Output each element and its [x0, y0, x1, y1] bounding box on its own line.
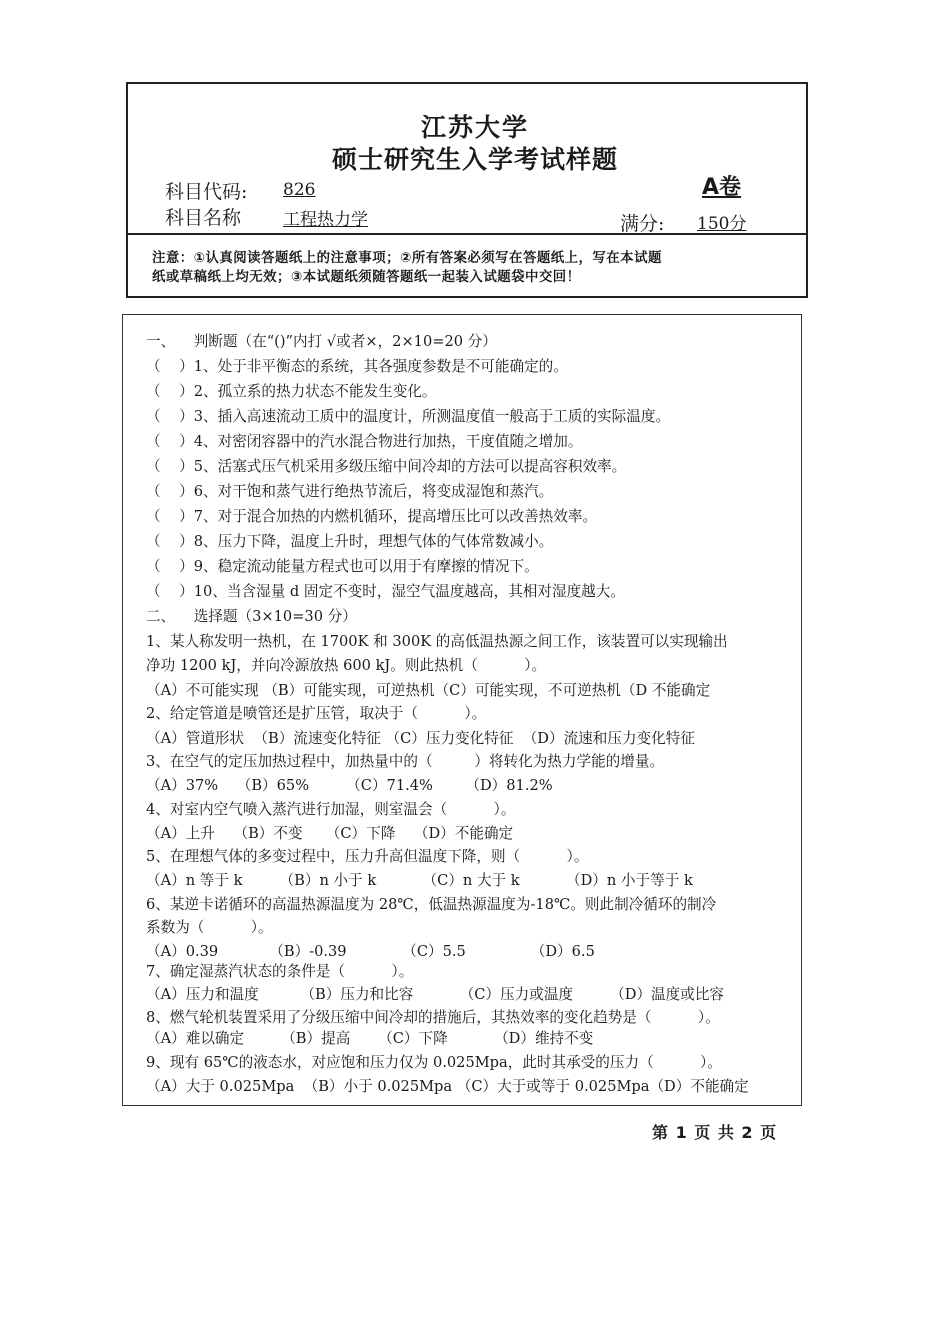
question-line: 1、某人称发明一热机，在 1700K 和 300K 的高低温热源之间工作，该装置可以实现输出	[146, 633, 728, 650]
question-line: 5、在理想气体的多变过程中，压力升高但温度下降，则（ ）。	[146, 848, 589, 865]
section-title-true-false: 一、 判断题（在“()”内打 √或者×，2×10=20 分）	[146, 333, 497, 350]
subject-name-value: 工程热力学	[283, 210, 368, 230]
question-line: 8、燃气轮机装置采用了分级压缩中间冷却的措施后，其热效率的变化趋势是（ ）。	[146, 1009, 720, 1026]
question-item: （ ）3、插入高速流动工质中的温度计，所测温度值一般高于工质的实际温度。	[146, 408, 671, 425]
question-line: 系数为（ ）。	[146, 919, 273, 936]
exam-title: 硕士研究生入学考试样题	[331, 145, 618, 174]
full-score-label: 满分:	[620, 213, 665, 235]
subject-code-label: 科目代码:	[165, 181, 248, 203]
option-line: （A）不可能实现 （B）可能实现，可逆热机（C）可能实现，不可逆热机（D 不能确定	[146, 682, 711, 699]
paper-version: A卷	[702, 175, 742, 200]
question-item: （ ）4、对密闭容器中的汽水混合物进行加热，干度值随之增加。	[146, 433, 583, 450]
option-line: （A）n 等于 k （B）n 小于 k （C）n 大于 k （D）n 小于等于 k	[146, 872, 693, 889]
option-line: （A）上升 （B）不变 （C）下降 （D）不能确定	[146, 825, 514, 842]
question-line: 3、在空气的定压加热过程中，加热量中的（ ）将转化为热力学能的增量。	[146, 753, 665, 770]
notice-line: 注意：①认真阅读答题纸上的注意事项；②所有答案必须写在答题纸上，写在本试题	[152, 251, 662, 266]
question-item: （ ）7、对于混合加热的内燃机循环，提高增压比可以改善热效率。	[146, 508, 598, 525]
section-title-multiple-choice: 二、 选择题（3×10=30 分）	[146, 608, 357, 625]
option-line: （A）压力和温度 （B）压力和比容 （C）压力或温度 （D）温度或比容	[146, 986, 725, 1003]
question-item: （ ）10、当含湿量 d 固定不变时，湿空气温度越高，其相对湿度越大。	[146, 583, 625, 600]
full-score-value: 150分	[697, 214, 747, 234]
option-line: （A）管道形状 （B）流速变化特征 （C）压力变化特征 （D）流速和压力变化特征	[146, 730, 695, 747]
question-item: （ ）9、稳定流动能量方程式也可以用于有摩擦的情况下。	[146, 558, 539, 575]
question-item: （ ）8、压力下降，温度上升时，理想气体的气体常数减小。	[146, 533, 554, 550]
question-line: 9、现有 65℃的液态水，对应饱和压力仅为 0.025Mpa，此时其承受的压力（ ）。	[146, 1054, 722, 1071]
question-item: （ ）2、孤立系的热力状态不能发生变化。	[146, 383, 437, 400]
question-item: （ ）5、活塞式压气机采用多级压缩中间冷却的方法可以提高容积效率。	[146, 458, 627, 475]
question-line: 净功 1200 kJ，并向冷源放热 600 kJ。则此热机（ ）。	[146, 657, 547, 674]
question-line: 6、某逆卡诺循环的高温热源温度为 28℃，低温热源温度为-18℃。则此制冷循环的制冷	[146, 896, 717, 913]
option-line: （A）大于 0.025Mpa （B）小于 0.025Mpa （C）大于或等于 0.025Mpa（D）不能确定	[146, 1078, 749, 1095]
question-item: （ ）1、处于非平衡态的系统，其各强度参数是不可能确定的。	[146, 358, 568, 375]
university-name: 江苏大学	[420, 113, 529, 142]
option-line: （A）0.39 （B）-0.39 （C）5.5 （D）6.5	[146, 943, 595, 960]
subject-name-label: 科目名称	[165, 207, 242, 229]
page-number: 第 1 页 共 2 页	[652, 1123, 778, 1142]
option-line: （A）难以确定 （B）提高 （C）下降 （D）维持不变	[146, 1030, 594, 1047]
question-item: （ ）6、对干饱和蒸气进行绝热节流后，将变成湿饱和蒸汽。	[146, 483, 554, 500]
subject-code-value: 826	[283, 180, 316, 200]
question-line: 2、给定管道是喷管还是扩压管，取决于（ ）。	[146, 705, 487, 722]
notice-line: 纸或草稿纸上均无效；③本试题纸须随答题纸一起装入试题袋中交回！	[152, 270, 581, 285]
question-line: 4、对室内空气喷入蒸汽进行加湿，则室温会（ ）。	[146, 801, 516, 818]
option-line: （A）37% （B）65% （C）71.4% （D）81.2%	[146, 777, 553, 794]
exam-notice	[152, 249, 772, 287]
question-line: 7、确定湿蒸汽状态的条件是（ ）。	[146, 963, 414, 980]
header-divider	[126, 233, 808, 235]
